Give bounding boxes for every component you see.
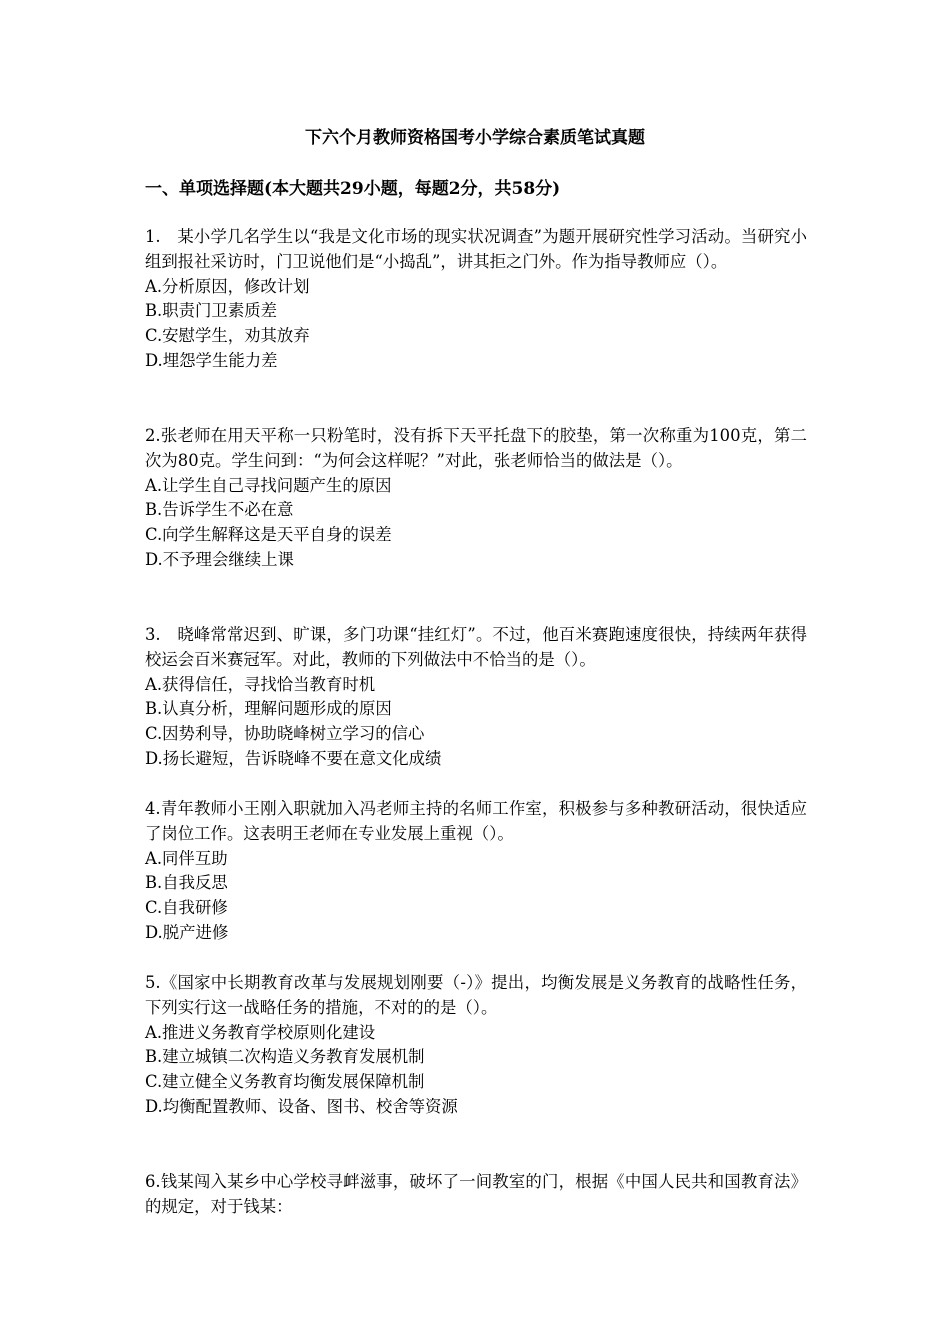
option-b: B.自我反思 xyxy=(145,873,228,893)
option-a: A.让学生自己寻找问题产生的原因 xyxy=(145,475,392,495)
option-c: C.向学生解释这是天平自身的误差 xyxy=(145,525,392,545)
question-4 xyxy=(145,797,807,946)
option-d: D.不予理会继续上课 xyxy=(145,549,294,569)
question-stem: 4.青年教师小王刚入职就加入冯老师主持的名师工作室，积极参与多种教研活动，很快适应了岗位工作。这表明王老师在专业发展上重视（）。 xyxy=(145,799,807,843)
option-c: C.自我研修 xyxy=(145,898,228,918)
question-6 xyxy=(145,1170,807,1220)
question-3 xyxy=(145,623,807,772)
option-b: B.职责门卫素质差 xyxy=(145,301,277,321)
option-b: B.告诉学生不必在意 xyxy=(145,500,294,520)
question-1 xyxy=(145,225,807,374)
option-d: D.扬长避短，告诉晓峰不要在意文化成绩 xyxy=(145,748,442,768)
option-a: A.分析原因，修改计划 xyxy=(145,276,310,296)
question-stem: 6.钱某闯入某乡中心学校寻衅滋事，破坏了一间教室的门，根据《中国人民共和国教育法》的规定，对于钱某： xyxy=(145,1172,807,1216)
option-c: C.建立健全义务教育均衡发展保障机制 xyxy=(145,1072,425,1092)
option-c: C.因势利导，协助晓峰树立学习的信心 xyxy=(145,724,425,744)
question-2 xyxy=(145,424,807,573)
option-b: B.建立城镇二次构造义务教育发展机制 xyxy=(145,1047,425,1067)
question-stem: 2.张老师在用天平称一只粉笔时，没有拆下天平托盘下的胶垫，第一次称重为100克，第二次为80克。学生问到：“为何会这样呢？”对此，张老师恰当的做法是（）。 xyxy=(145,426,807,470)
section-heading: 一、单项选择题(本大题共29小题，每题2分，共58分) xyxy=(145,179,561,199)
option-d: D.均衡配置教师、设备、图书、校舍等资源 xyxy=(145,1096,458,1116)
document-title: 下六个月教师资格国考小学综合素质笔试真题 xyxy=(305,128,645,148)
option-a: A.同伴互助 xyxy=(145,848,228,868)
question-5 xyxy=(145,971,807,1120)
option-b: B.认真分析，理解问题形成的原因 xyxy=(145,699,392,719)
option-d: D.脱产进修 xyxy=(145,922,229,942)
option-c: C.安慰学生，劝其放弃 xyxy=(145,326,310,346)
question-stem: 5.《国家中长期教育改革与发展规划刚要（-）》提出，均衡发展是义务教育的战略性任务，下列实行这一战略任务的措施，不对的的是（）。 xyxy=(145,973,807,1017)
option-a: A.获得信任，寻找恰当教育时机 xyxy=(145,674,376,694)
option-a: A.推进义务教育学校原则化建设 xyxy=(145,1022,376,1042)
question-stem: 1. 某小学几名学生以“我是文化市场的现实状况调查”为题开展研究性学习活动。当研究小组到报社采访时，门卫说他们是“小捣乱”，讲其拒之门外。作为指导教师应（）。 xyxy=(145,227,807,271)
option-d: D.埋怨学生能力差 xyxy=(145,350,278,370)
question-stem: 3. 晓峰常常迟到、旷课，多门功课“挂红灯”。不过，他百米赛跑速度很快，持续两年获得校运会百米赛冠军。对此，教师的下列做法中不恰当的是（）。 xyxy=(145,625,807,669)
